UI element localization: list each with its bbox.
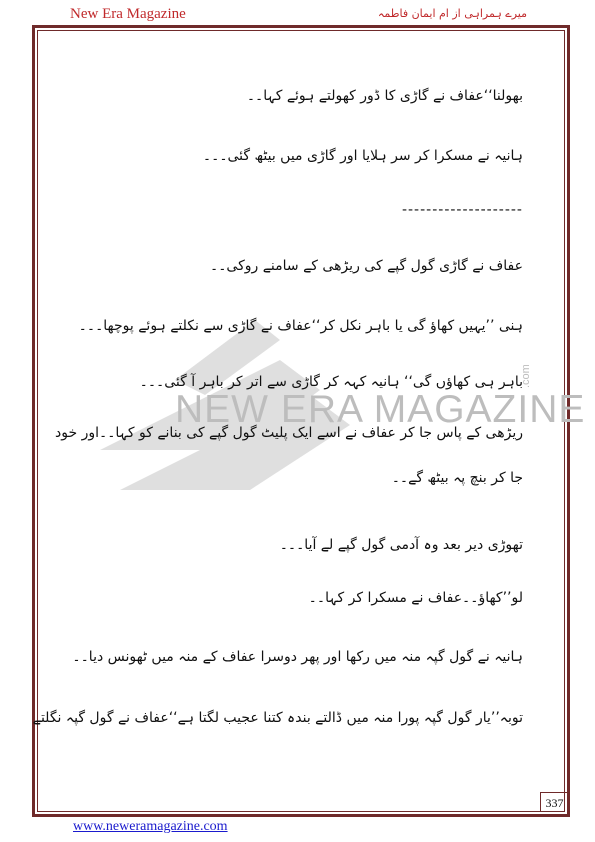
story-line-7: جا کر بنچ پہ بیٹھ گے۔۔	[391, 470, 523, 486]
story-line-1: بھولنا‘‘عفاف نے گاڑی کا ڈور کھولتے ہوئے کہا۔۔	[246, 88, 523, 104]
watermark-text: NEW ERA MAGAZINE	[175, 388, 586, 431]
story-line-3: عفاف نے گاڑی گول گپے کی ریڑھی کے سامنے روکی۔۔	[210, 258, 523, 274]
story-line-11: توبہ’’یار گول گپہ پورا منہ میں ڈالتے بندہ کتنا عجیب لگتا ہے‘‘عفاف نے گول گپہ نگلتے	[32, 710, 523, 726]
watermark-suffix: .com	[520, 364, 532, 388]
story-line-8: تھوڑی دیر بعد وہ آدمی گول گپے لے آیا۔۔۔	[279, 537, 523, 553]
magazine-name: New Era Magazine	[70, 6, 186, 22]
story-line-6: ریڑھی کے پاس جا کر عفاف نے اسے ایک پلیٹ گول گپے کی بنانے کو کہا۔۔اور خود	[55, 425, 523, 441]
story-line-5: باہر ہی کھاؤں گی‘‘ ہانیہ کہہ کر گاڑی سے اتر کر باہر آ گئی۔۔۔	[139, 374, 523, 390]
story-line-10: ہانیہ نے گول گپہ منہ میں رکھا اور پھر دوسرا عفاف کے منہ میں ٹھونس دیا۔۔	[72, 649, 523, 665]
website-link[interactable]: www.neweramagazine.com	[73, 819, 228, 834]
story-line-2: ہانیہ نے مسکرا کر سر ہلایا اور گاڑی میں بیٹھ گئی۔۔۔	[202, 148, 523, 164]
story-line-9: لو’’کھاؤ۔۔عفاف نے مسکرا کر کہا۔۔	[308, 590, 523, 606]
section-separator: --------------------	[401, 202, 523, 218]
page-number: 337	[540, 792, 568, 812]
novel-title: میرے ہمراہی از ام ایمان فاطمہ	[377, 7, 527, 20]
story-line-4: ہنی ’’یہیں کھاؤ گی یا باہر نکل کر‘‘عفاف نے گاڑی سے نکلتے ہوئے پوچھا۔۔۔	[78, 318, 523, 334]
